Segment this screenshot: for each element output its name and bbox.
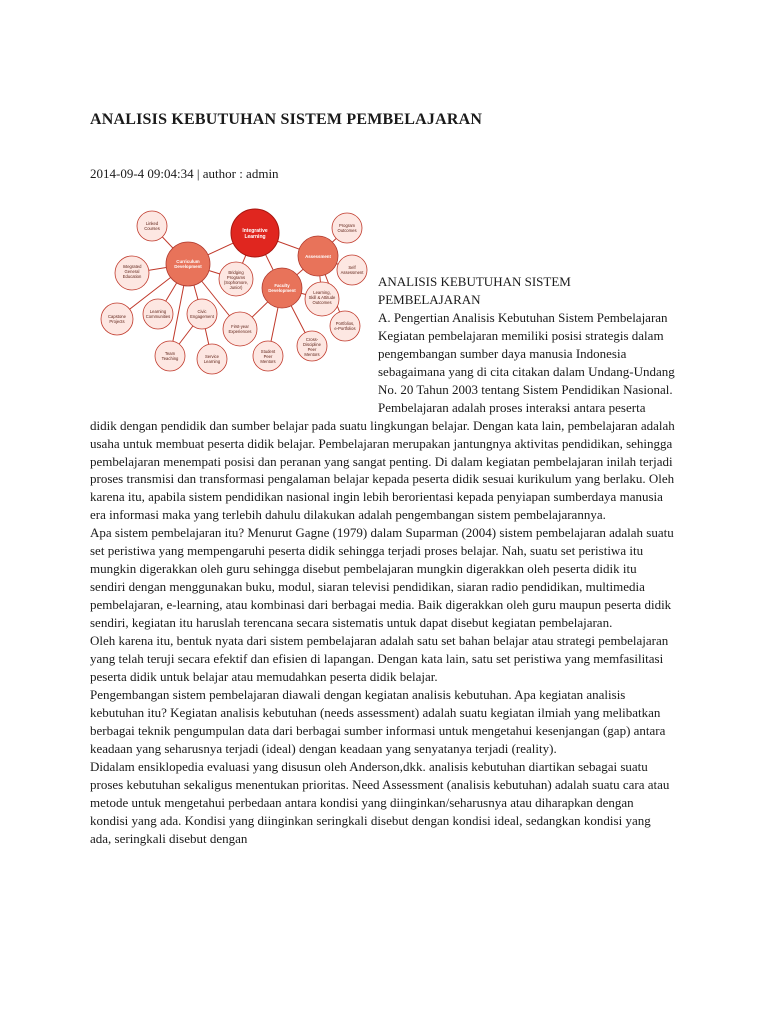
svg-text:Courses: Courses: [144, 226, 160, 231]
body-paragraph: Kegiatan pembelajaran memiliki posisi strategis dalam pengembangan sumber daya manusia Indonesia sebagaimana yang di cita citakan dalam Undang-Undang No. 20 Tahun 2003 tentang Sistem Pendidikan Nasional. Pembelajaran adalah proses interaksi antara peserta didik dengan pendidik dan sumber belajar pada suatu lingkungan belajar. Dengan kata lain, pembelajaran adalah usaha untuk membuat peserta didik belajar. Pembelajaran merupakan jantungnya aktivitas pendidikan, sehingga pembelajaran menempati posisi dan peranan yang sangat penting. Di dalam kegiatan pembelajaran inilah terjadi proses transmisi dan transformasi pengalaman belajar kepada peserta didik sesuai kurikulum yang berlaku. Oleh karena itu, apabila sistem pendidikan nasional ingin lebih berorientasi kepada penyiapan sumberdaya manusia era informasi maka yang terlebih dahulu dilakukan adalah pengembangan sistem pembelajarannya.: [90, 327, 675, 523]
svg-text:Integrative: Integrative: [242, 228, 268, 234]
svg-text:Teaching: Teaching: [161, 356, 179, 361]
svg-text:Program: Program: [338, 223, 356, 228]
svg-text:Service: Service: [205, 354, 219, 359]
body-subheading: A. Pengertian Analisis Kebutuhan Sistem Pembelajaran: [378, 309, 668, 325]
svg-text:Team: Team: [164, 351, 176, 356]
svg-text:Projects: Projects: [109, 319, 125, 324]
svg-text:Assessment: Assessment: [340, 270, 364, 275]
svg-text:Engagement: Engagement: [190, 314, 214, 319]
svg-text:Faculty: Faculty: [274, 283, 290, 288]
svg-text:Assessment: Assessment: [305, 254, 331, 259]
svg-text:Communities: Communities: [145, 314, 171, 319]
svg-text:Development: Development: [268, 288, 296, 293]
svg-text:Civic: Civic: [197, 309, 207, 314]
article-title: ANALISIS KEBUTUHAN SISTEM PEMBELAJARAN: [90, 111, 483, 128]
svg-text:Learning: Learning: [149, 309, 167, 314]
figure-wrap-spacer: [90, 273, 378, 403]
body-heading: ANALISIS KEBUTUHAN SISTEM PEMBELAJARAN: [378, 274, 571, 307]
svg-text:Discipline: Discipline: [303, 342, 321, 347]
svg-text:e-Portfolios: e-Portfolios: [334, 326, 356, 331]
body-paragraph: Pengembangan sistem pembelajaran diawali dengan kegiatan analisis kebutuhan. Apa kegiatan analisis kebutuhan itu? Kegiatan analisis kebutuhan (needs assessment) adalah suatu kegiatan ilmiah yang melibatkan berbagai teknik pengumpulan data dari berbagai sumber informasi untuk mengetahui kesenjangan (gap) antara keadaan yang seharusnya terjadi (ideal) dengan keadaan yang senyatanya terjadi (reality).: [90, 686, 666, 756]
svg-text:Learning: Learning: [203, 359, 221, 364]
body-paragraph: Apa sistem pembelajaran itu? Menurut Gagne (1979) dalam Suparman (2004) sistem pembelajaran adalah suatu set peristiwa yang mempengaruhi peserta didik sehingga terjadi proses belajar. Nah, suatu set peristiwa itu mungkin digerakkan oleh guru sehingga disebut pembelajaran mungkin digerakkan oleh peserta didik itu sendiri dengan menggunakan buku, modul, siaran televisi pendidikan, siaran radio pendidikan, multimedia pembelajaran, e-learning, atau kombinasi dari berbagai media. Baik digerakkan oleh guru maupun peserta didik sendiri, kegiatan itu haruslah terencana secara sistematis untuk dapat disebut kegiatan pembelajaran.: [90, 525, 674, 631]
svg-text:Linked: Linked: [145, 221, 159, 226]
svg-text:Bridging: Bridging: [228, 270, 244, 275]
article-meta: 2014-09-4 09:04:34 | author : admin: [90, 166, 279, 181]
body-paragraph: Didalam ensiklopedia evaluasi yang disusun oleh Anderson,dkk. analisis kebutuhan diartikan sebagai suatu proses kebutuhan sekaligus menentukan prioritas. Need Assessment (analisis kebutuhan) adalah suatu cara atau metode untuk mengetahui perbedaan antara kondisi yang diinginkan/seharusnya atau diharapkan dengan kondisi yang ada. Kondisi yang diinginkan seringkali disebut dengan kondisi ideal, sedangkan kondisi yang ada, seringkali disebut dengan: [90, 758, 670, 846]
svg-text:First-year: First-year: [231, 324, 249, 329]
svg-text:Cross-: Cross-: [305, 337, 319, 342]
svg-text:Learning: Learning: [244, 234, 266, 240]
body-paragraph: Oleh karena itu, bentuk nyata dari sistem pembelajaran adalah satu set bahan belajar atau strategi pembelajaran yang telah teruji secara efektif dan efisien di lapangan. Dengan kata lain, satu set peristiwa yang memfasilitasi peserta didik untuk belajar atau memudahkan peserta didik belajar.: [90, 633, 669, 684]
svg-text:Outcomes: Outcomes: [312, 300, 332, 305]
svg-text:(Sophomore,: (Sophomore,: [223, 280, 249, 285]
svg-text:Student: Student: [260, 349, 276, 354]
svg-text:Education: Education: [122, 274, 142, 279]
svg-text:Experiences: Experiences: [228, 329, 252, 334]
svg-text:Skill & Attitude: Skill & Attitude: [308, 295, 336, 300]
svg-text:Learning,: Learning,: [313, 290, 331, 295]
svg-text:Curriculum: Curriculum: [176, 259, 200, 264]
article-body: [90, 273, 675, 848]
svg-text:Peer: Peer: [307, 347, 317, 352]
svg-text:Development: Development: [174, 264, 202, 269]
svg-text:Peer: Peer: [263, 354, 273, 359]
svg-text:Self: Self: [348, 265, 356, 270]
svg-text:Mentors: Mentors: [304, 352, 320, 357]
svg-text:Capstone: Capstone: [108, 314, 126, 319]
svg-text:Outcomes: Outcomes: [337, 228, 357, 233]
svg-text:Portfolios,: Portfolios,: [335, 321, 355, 326]
svg-text:Integrated: Integrated: [122, 264, 142, 269]
svg-text:General: General: [124, 269, 140, 274]
svg-text:Junior): Junior): [229, 285, 243, 290]
svg-text:Mentors: Mentors: [260, 359, 276, 364]
svg-text:Programs: Programs: [226, 275, 246, 280]
